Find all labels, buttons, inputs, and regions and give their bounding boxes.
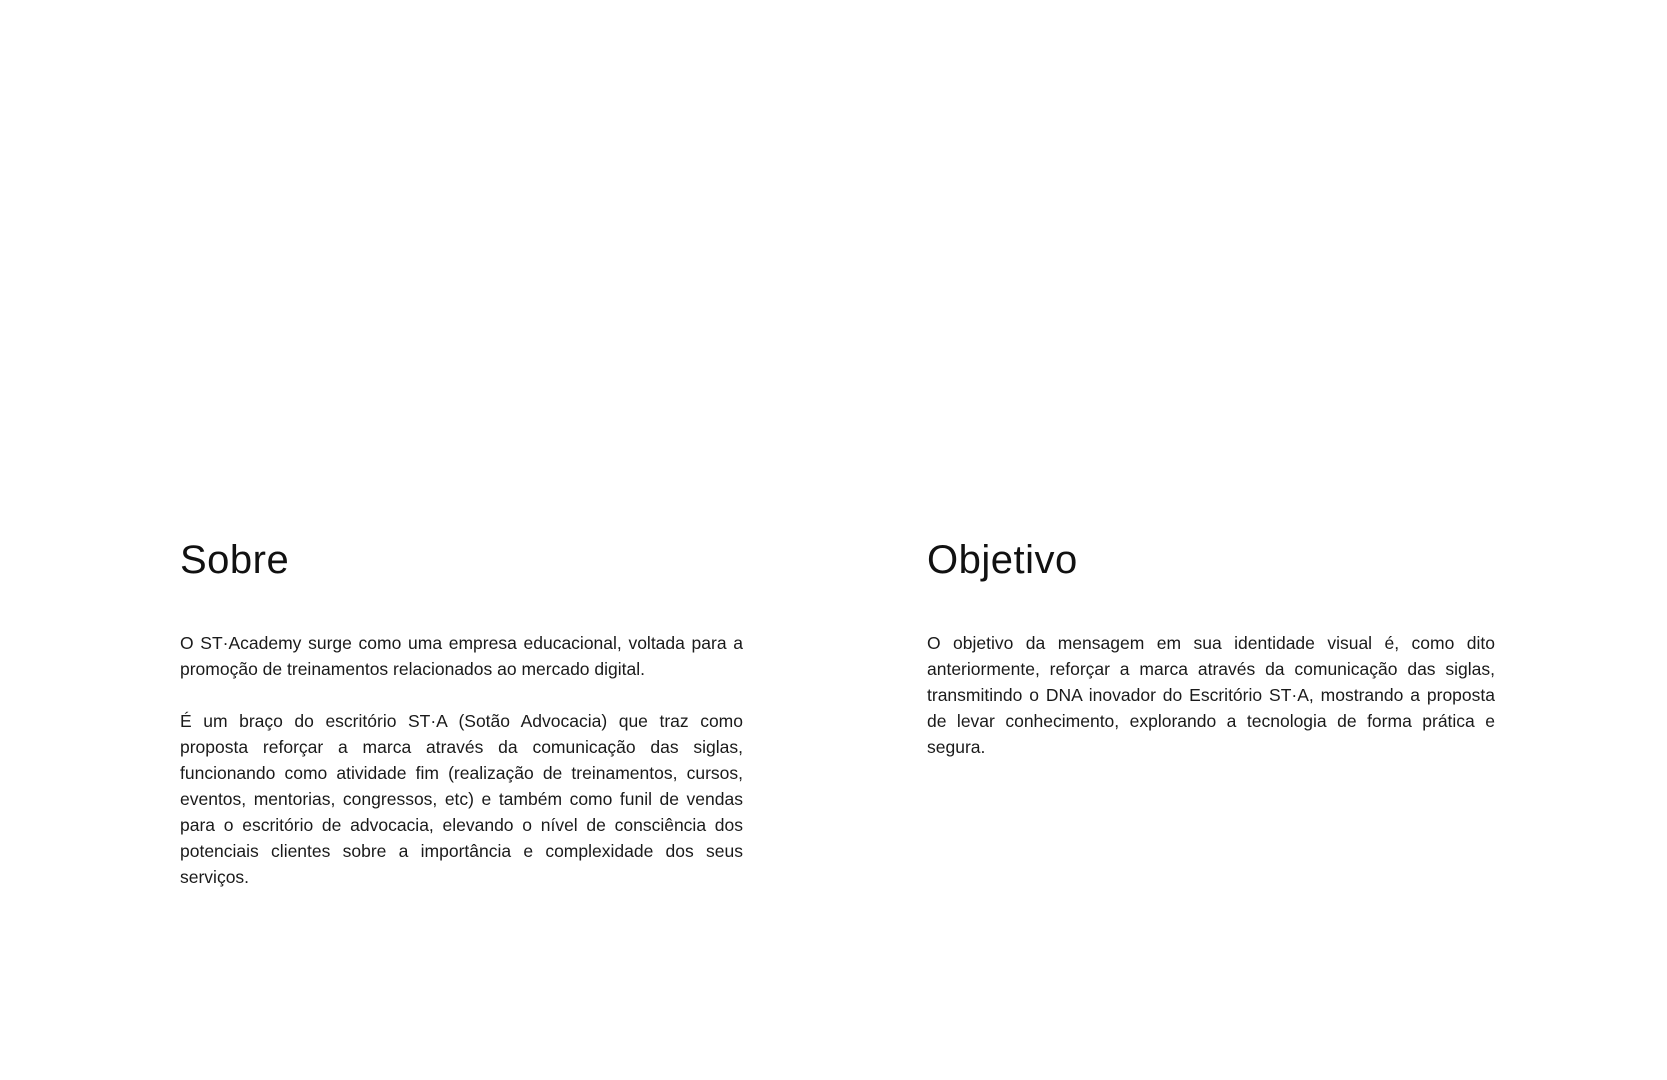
objetivo-paragraph-1: O objetivo da mensagem em sua identidade visual é, como dito anteriormente, reforçar a marca através da comunicação das siglas, transmitindo o DNA inovador do Escritório ST·A, mostrando a proposta de levar conhecimento, explorando a tecnologia de forma prática e segura. (927, 633, 1495, 757)
sobre-section (180, 540, 743, 890)
sobre-paragraph-2: É um braço do escritório ST·A (Sotão Advocacia) que traz como proposta reforçar a marca através da comunicação das siglas, funcionando como atividade fim (realização de treinamentos, cursos, eventos, mentorias, congressos, etc) e também como funil de vendas para o escritório de advocacia, elevando o nível de consciência dos potenciais clientes sobre a importância e complexidade dos seus serviços. (180, 711, 743, 887)
sobre-title: Sobre (180, 538, 290, 582)
sobre-paragraph-1: O ST·Academy surge como uma empresa educacional, voltada para a promoção de treinamentos relacionados ao mercado digital. (180, 633, 743, 679)
objetivo-title: Objetivo (927, 538, 1078, 582)
objetivo-section (927, 540, 1495, 760)
